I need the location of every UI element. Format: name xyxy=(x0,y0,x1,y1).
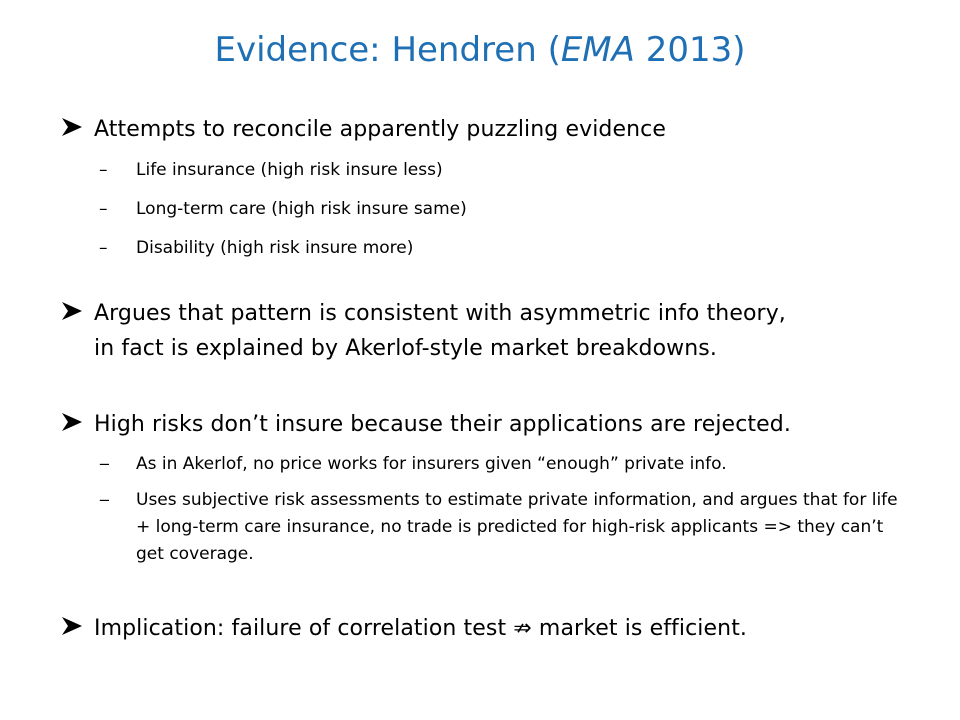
bullet-1-text: Attempts to reconcile apparently puzzling evidence xyxy=(94,117,667,142)
title-prefix: Evidence: Hendren ( xyxy=(214,30,561,70)
bullet-2-line-2: in fact is explained by Akerlof-style market breakdowns. xyxy=(94,336,717,361)
arrowhead-bullet-icon xyxy=(60,116,86,138)
does-not-imply-symbol: ⇏ xyxy=(513,616,532,641)
title-suffix: 2013) xyxy=(634,30,746,70)
dash-marker: – xyxy=(99,199,108,219)
bullet-2-line-1: Argues that pattern is consistent with asymmetric info theory, xyxy=(94,301,786,326)
dash-marker: ‒ xyxy=(99,490,110,510)
sub-3-2-text: Uses subjective risk assessments to estimate private information, and argues that for life + long-term care insurance, no trade is predicted for high-risk applicants => they can’t get coverage. xyxy=(136,490,898,564)
bullet-4-text-after: market is efficient. xyxy=(531,616,748,641)
bullet-2-text xyxy=(94,296,934,366)
dash-marker: ‒ xyxy=(99,454,110,474)
arrowhead-bullet-icon xyxy=(60,411,86,433)
sub-1-1-text: Life insurance (high risk insure less) xyxy=(136,160,443,180)
sub-3-1-text: As in Akerlof, no price works for insurers given “enough” private info. xyxy=(136,454,727,474)
sub-1-3-text: Disability (high risk insure more) xyxy=(136,238,414,258)
title-journal: EMA xyxy=(560,30,635,70)
bullet-4-text-before: Implication: failure of correlation test xyxy=(94,616,514,641)
arrowhead-bullet-icon xyxy=(60,615,86,637)
dash-marker: – xyxy=(99,238,108,258)
bullet-3-text: High risks don’t insure because their applications are rejected. xyxy=(94,412,791,437)
dash-marker: – xyxy=(99,160,108,180)
slide-title xyxy=(0,30,960,70)
bullet-4-text xyxy=(94,611,934,646)
sub-1-2-text: Long-term care (high risk insure same) xyxy=(136,199,467,219)
arrowhead-bullet-icon xyxy=(60,300,86,322)
